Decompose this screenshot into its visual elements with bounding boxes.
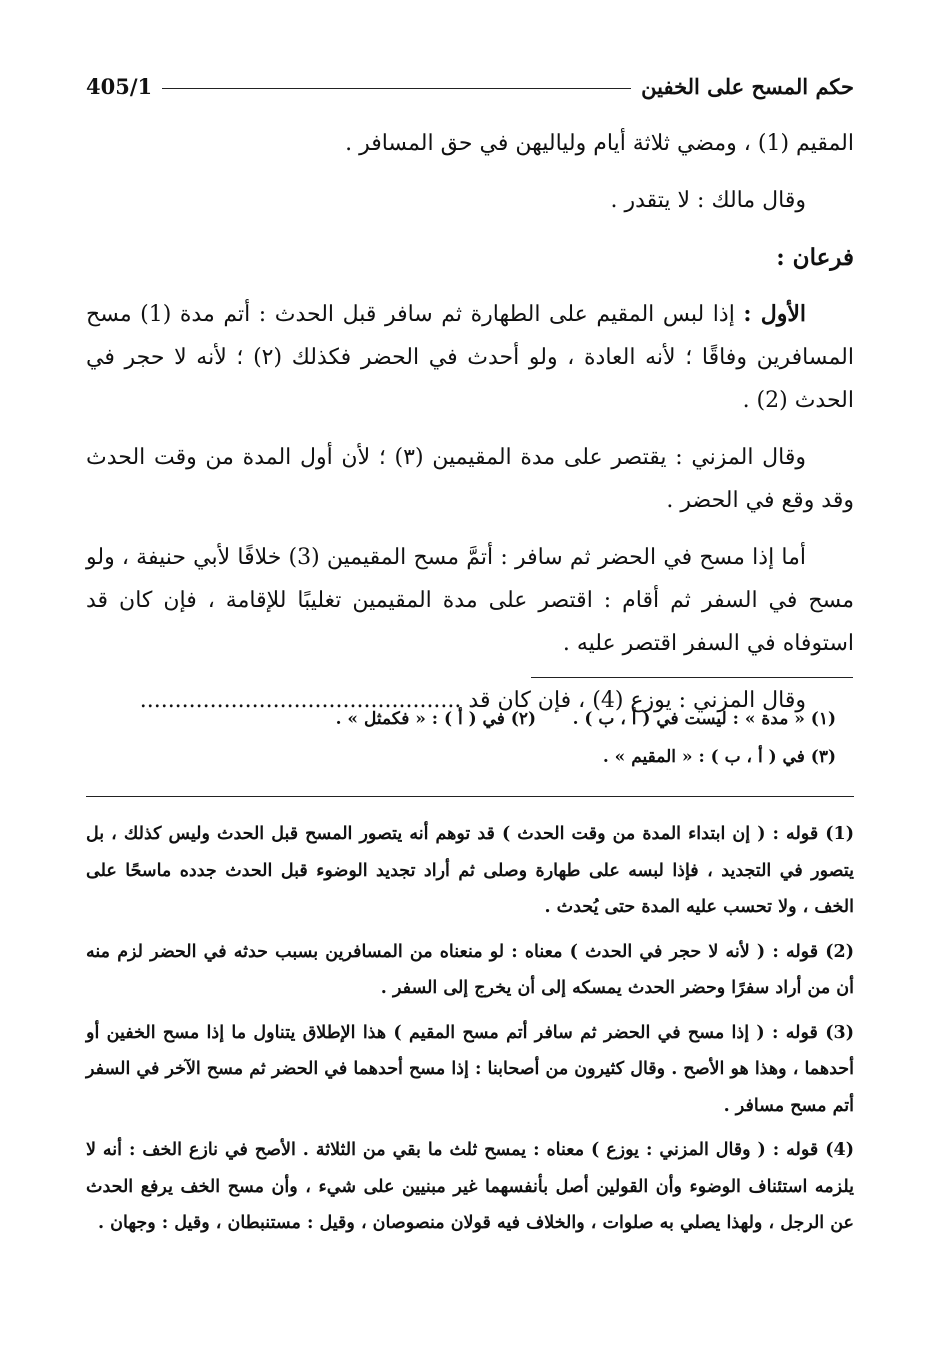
variants-separator bbox=[531, 677, 853, 678]
paragraph-5: أما إذا مسح في الحضر ثم سافر : أتمَّ مسح المقيمين (3) خلافًا لأبي حنيفة ، ولو مسح في السفر ثم أقام : اقتصر على مدة المقيمين تغليبًا للإقامة ، فإن كان قد استوفاه في السفر اقتصر عليه . bbox=[86, 545, 854, 656]
paragraph-1: المقيم (1) ، ومضي ثلاثة أيام ولياليهن في حق المسافر . bbox=[345, 131, 854, 156]
header-rule bbox=[162, 88, 631, 89]
note-4: (4) قوله : ( وقال المزني : يوزع ) معناه : يمسح ثلث ما بقي من الثلاثة . الأصح في نازع الخف : أنه لا يلزمه استئناف الوضوء وأن القولين أصل بأنفسهما غير مبنيين على شيء ، وأن مسح الخف يرفع الحدث عن الرجل ، ولهذا يصلي به صلوات ، والخلاف فيه قولان منصوصان ، وقيل : مستنبطان ، وقيل : وجهان . bbox=[86, 1140, 854, 1233]
page-number: 405/1 bbox=[86, 73, 153, 99]
paragraph-3-body: إذا لبس المقيم على الطهارة ثم سافر قبل الحدث : أتم مدة (1) مسح المسافرين وفاقًا ؛ لأنه العادة ، ولو أحدث في الحضر فكذلك (٢) ؛ لأنه لا حجر في الحدث (2) . bbox=[86, 302, 854, 413]
paragraph-4: وقال المزني : يقتصر على مدة المقيمين (٣) ؛ لأن أول المدة من وقت الحدث وقد وقع في الحضر . bbox=[86, 445, 854, 513]
editor-variants bbox=[86, 700, 854, 776]
paragraph-3-lead: الأول : bbox=[743, 301, 806, 327]
chapter-title: حكم المسح على الخفين bbox=[641, 73, 854, 99]
paragraph-2: وقال مالك : لا يتقدر . bbox=[610, 188, 806, 213]
paragraph-3 bbox=[86, 293, 854, 422]
commentary-notes bbox=[86, 816, 854, 1250]
note-3: (3) قوله : ( إذا مسح في الحضر ثم سافر أتم مسح المقيم ) هذا الإطلاق يتناول ما إذا مسح الخفين أو أحدهما ، وهذا هو الأصح . وقال كثيرون من أصحابنا : إذا مسح أحدهما في الحضر ثم مسح الآخر في السفر أتم مسح مسافر . bbox=[86, 1022, 854, 1116]
variant-2: (٢) في ( أ ) : « فكمثل » . bbox=[335, 709, 536, 729]
variants-row-2 bbox=[86, 738, 854, 776]
paragraph-6: وقال المزني : يوزع (4) ، فإن كان قد .............................................. bbox=[139, 688, 806, 713]
footnotes-separator bbox=[86, 796, 854, 797]
note-2: (2) قوله : ( لأنه لا حجر في الحدث ) معناه : لو منعناه من المسافرين بسبب حدثه في الحضر لزم منه أن من أراد سفرًا وحضر الحدث يمسكه إلى أن يخرج إلى السفر . bbox=[86, 941, 854, 998]
note-1: (1) قوله : ( إن ابتداء المدة من وقت الحدث ) قد توهم أنه يتصور المسح قبل الحدث وليس كذلك ، بل يتصور في التجديد ، فإذا لبسه على طهارة وصلى ثم أراد تجديد الوضوء قبل الحدث جدده ماسحًا على الخف ، ولا تحسب عليه المدة حتى يُحدث . bbox=[86, 824, 854, 917]
variant-3: (٣) في ( أ ، ب ) : « المقيم » . bbox=[602, 747, 836, 767]
variants-row-1 bbox=[86, 700, 854, 738]
running-header bbox=[86, 66, 854, 106]
main-text bbox=[86, 122, 854, 736]
variant-1: (١) « مدة » : ليست في ( أ ، ب ) . bbox=[572, 709, 836, 729]
section-heading: فرعان : bbox=[776, 244, 854, 271]
